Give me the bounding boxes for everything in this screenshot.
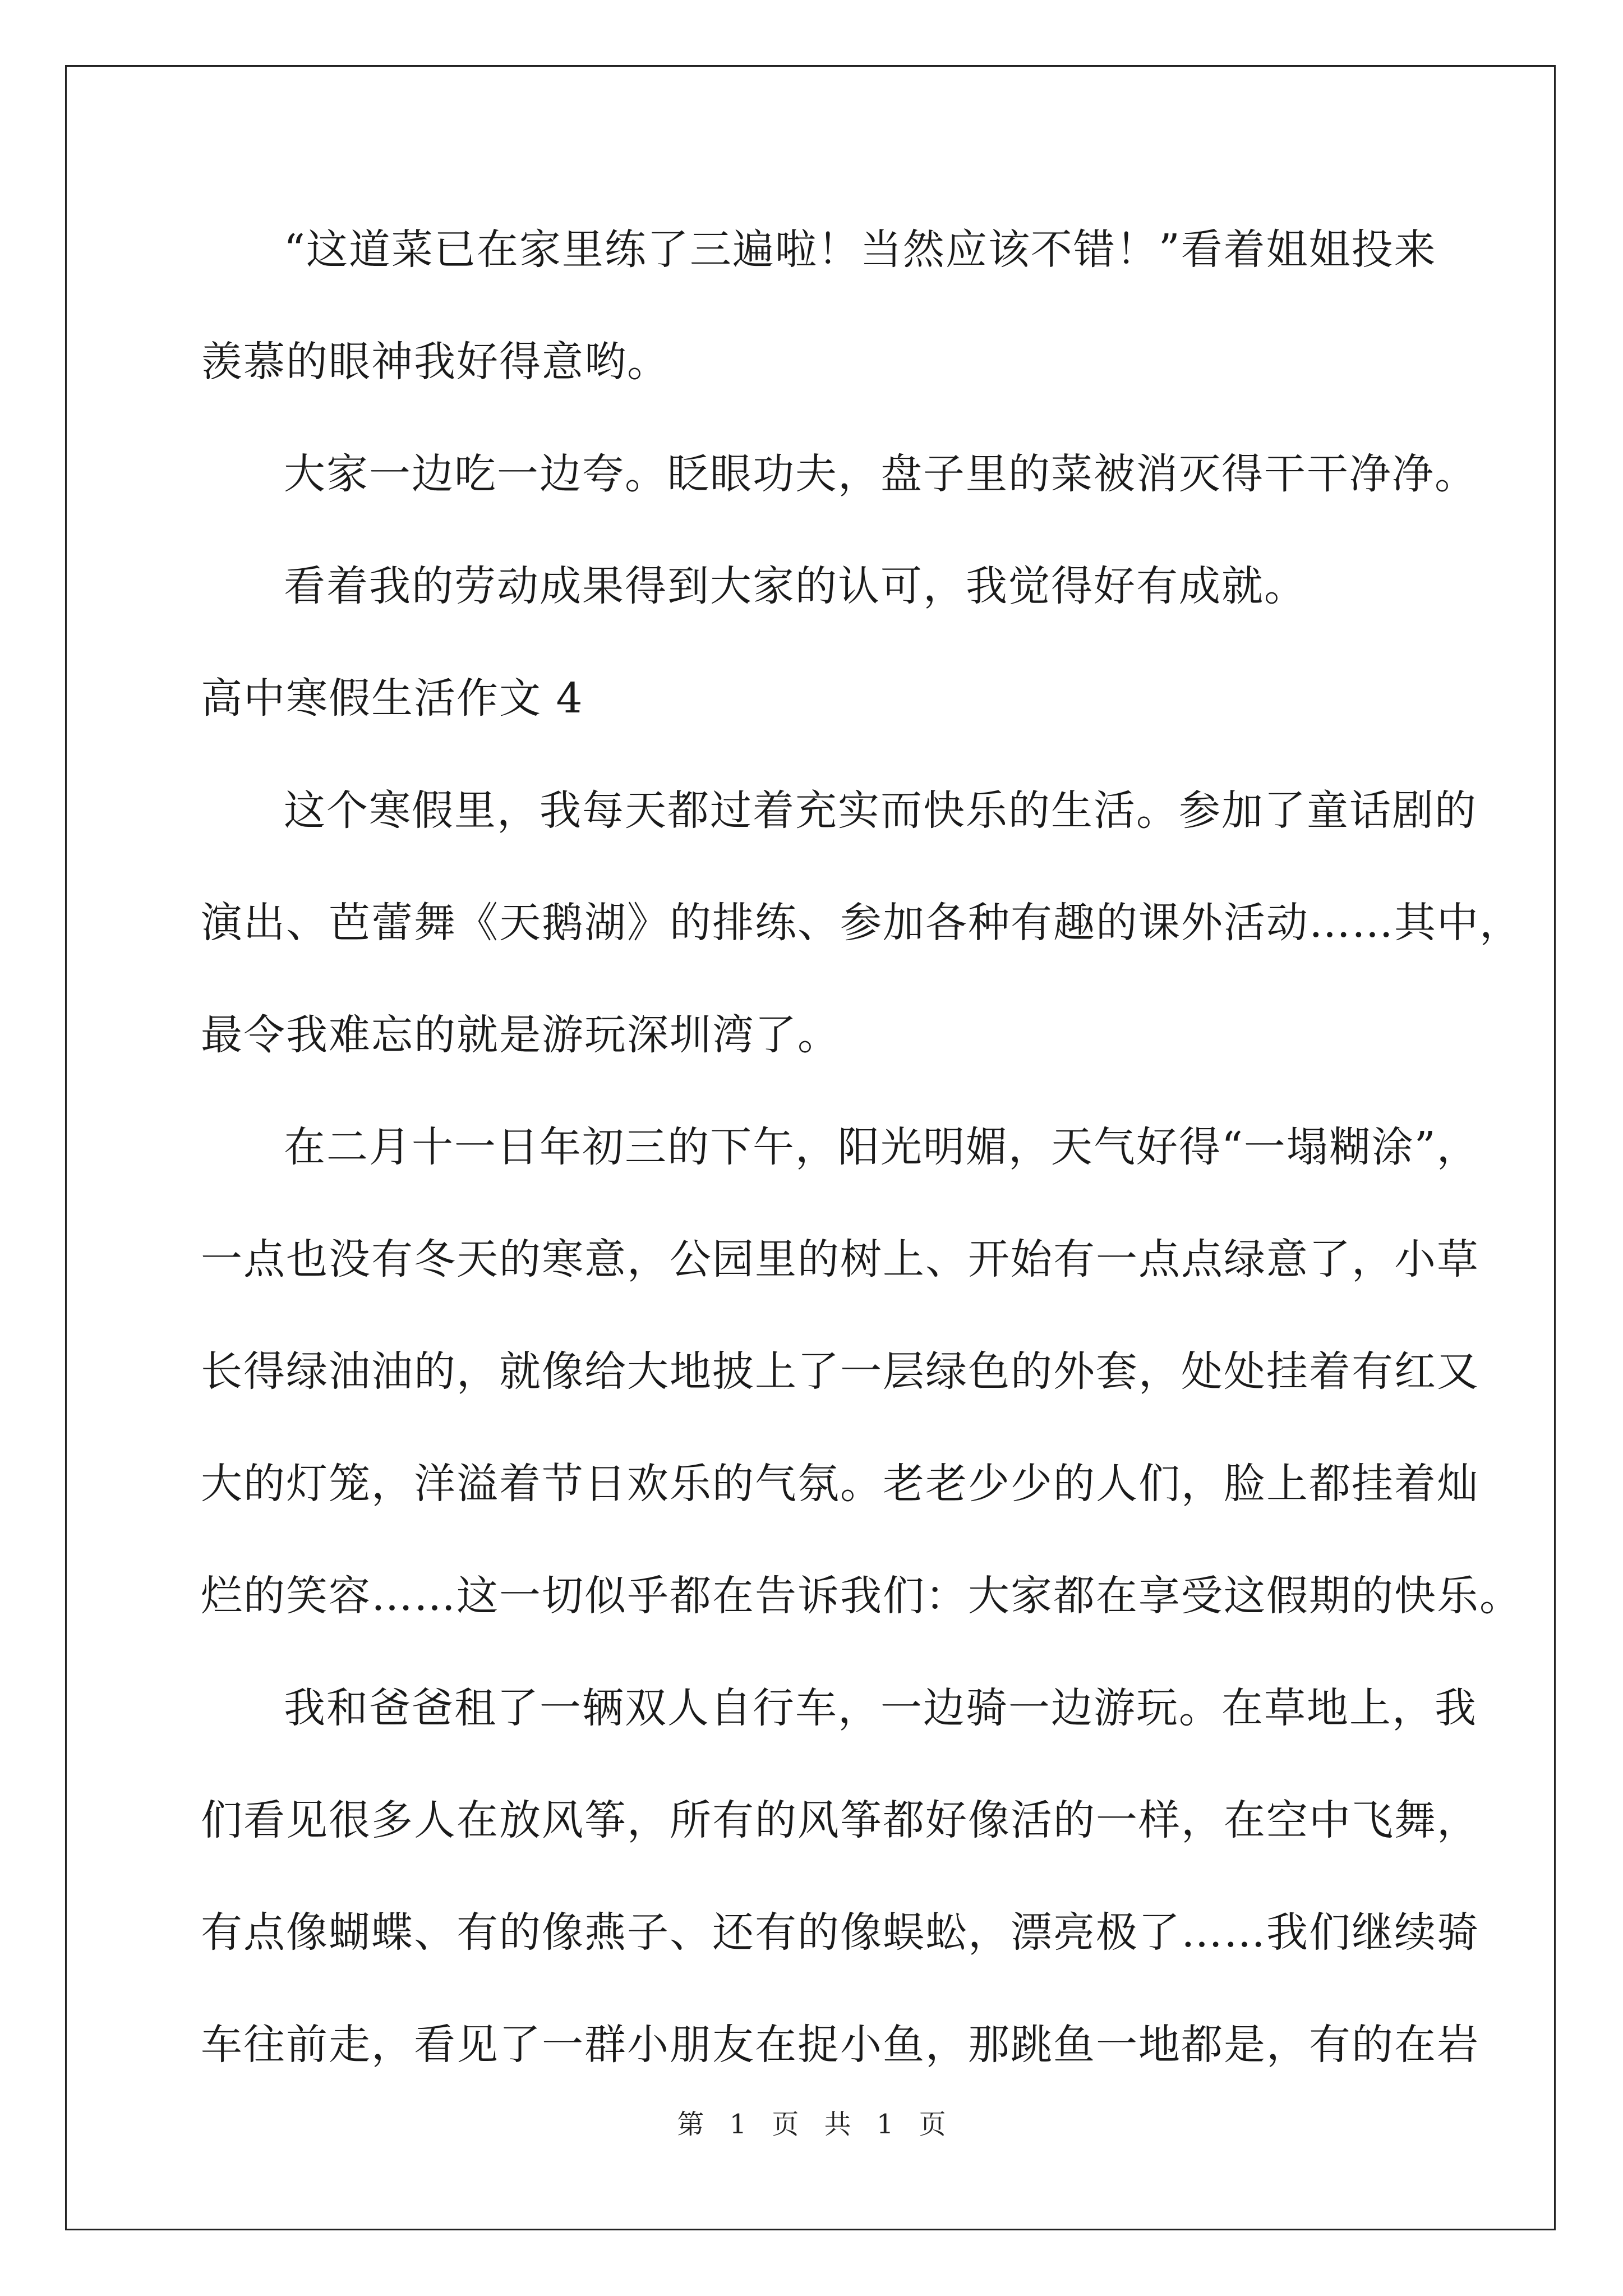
document-body (201, 219, 1522, 2126)
paragraph-line: 最令我难忘的就是游玩深圳湾了。 (201, 1011, 840, 1059)
paragraph-line: 大的灯笼，洋溢着节日欢乐的气氛。老老少少的人们，脸上都挂着灿 (201, 1460, 1479, 1508)
paragraph-line: 一点也没有冬天的寒意，公园里的树上、开始有一点点绿意了，小草 (201, 1235, 1479, 1283)
paragraph-line: 看着我的劳动成果得到大家的认可，我觉得好有成就。 (284, 562, 1307, 610)
paragraph-line: 羡慕的眼神我好得意哟。 (201, 338, 670, 386)
paragraph-line: 有点像蝴蝶、有的像燕子、还有的像蜈蚣，漂亮极了……我们继续骑 (201, 1908, 1479, 1957)
paragraph-line: 演出、芭蕾舞《天鹅湖》的排练、参加各种有趣的课外活动……其中， (201, 899, 1522, 947)
section-heading: 高中寒假生活作文 4 (201, 674, 584, 723)
paragraph-line: 烂的笑容……这一切似乎都在告诉我们：大家都在享受这假期的快乐。 (201, 1572, 1522, 1620)
paragraph-line: 在二月十一日年初三的下午，阳光明媚，天气好得“一塌糊涂”， (284, 1123, 1479, 1171)
paragraph-line: 我和爸爸租了一辆双人自行车，一边骑一边游玩。在草地上，我 (284, 1684, 1477, 1732)
paragraph-line: 车往前走，看见了一群小朋友在捉小鱼，那跳鱼一地都是，有的在岩 (201, 2021, 1479, 2069)
paragraph-line: “这道菜已在家里练了三遍啦！当然应该不错！”看着姐姐投来 (284, 226, 1437, 274)
page-number: 第 1 页 共 1 页 (677, 2109, 946, 2140)
paragraph-line: 大家一边吃一边夸。眨眼功夫，盘子里的菜被消灭得干干净净。 (284, 450, 1477, 498)
paragraph-line: 们看见很多人在放风筝，所有的风筝都好像活的一样，在空中飞舞， (201, 1796, 1479, 1844)
paragraph-line: 长得绿油油的，就像给大地披上了一层绿色的外套，处处挂着有红又 (201, 1347, 1479, 1396)
paragraph-line: 这个寒假里，我每天都过着充实而快乐的生活。参加了童话剧的 (284, 786, 1477, 835)
